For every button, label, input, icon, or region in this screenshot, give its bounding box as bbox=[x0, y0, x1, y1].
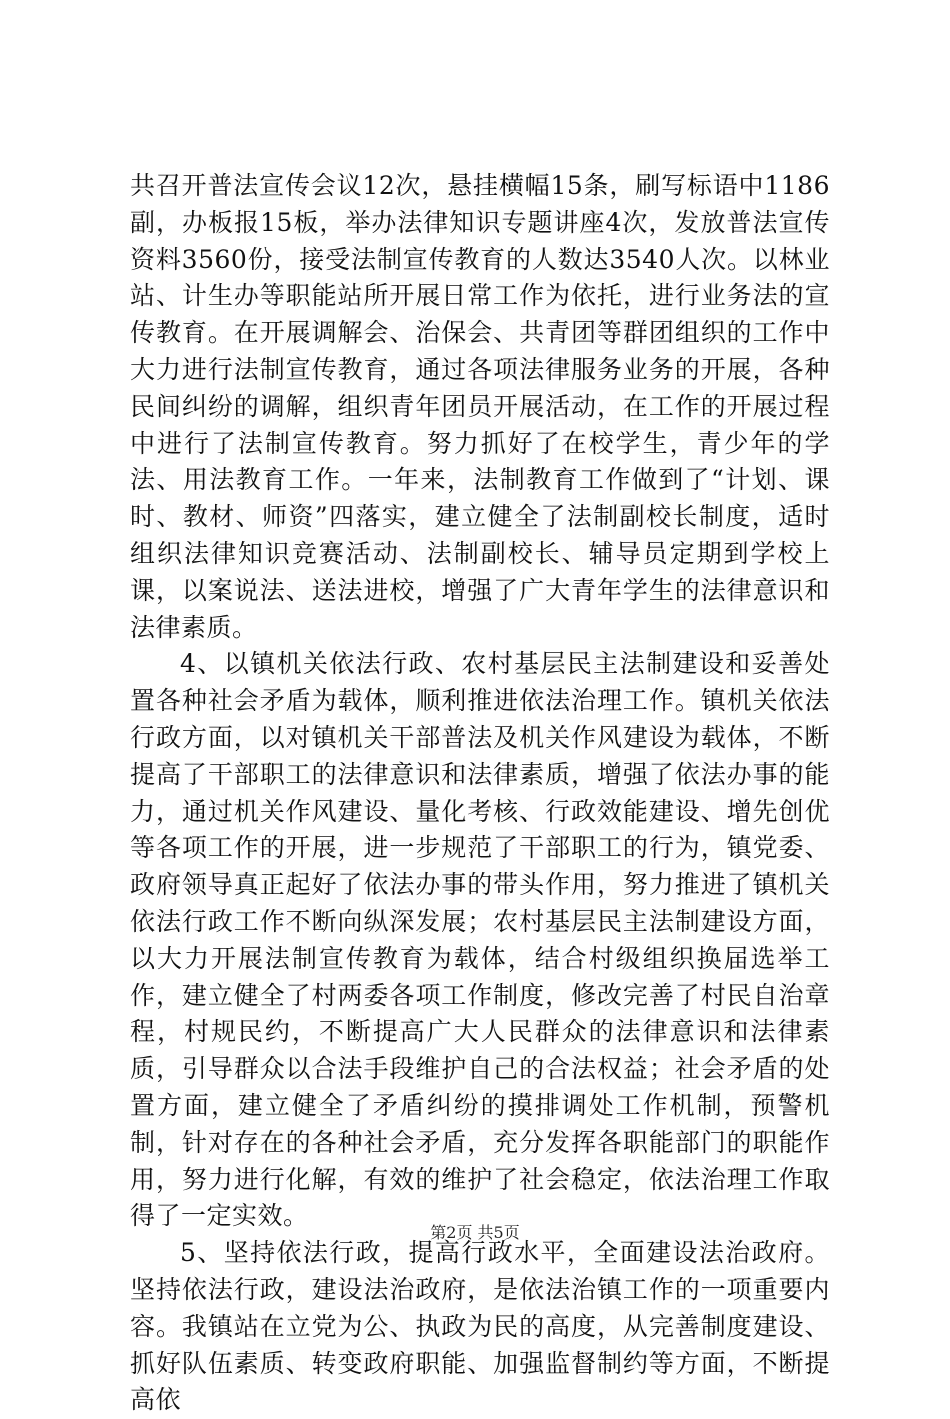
paragraph-3: 5、坚持依法行政，提高行政水平，全面建设法治政府。坚持依法行政，建设法治政府，是依法治镇工作的一项重要内容。我镇站在立党为公、执政为民的高度，从完善制度建设、抓好队伍素质、转变政府职能、加强监督制约等方面，不断提高依 bbox=[130, 1238, 830, 1415]
page-number-label: 第2页 共5页 bbox=[430, 1223, 520, 1242]
paragraph-1: 共召开普法宣传会议12次，悬挂横幅15条，刷写标语中1186副，办板报15板，举办法律知识专题讲座4次，发放普法宣传资料3560份，接受法制宣传教育的人数达3540人次。以林业站、计生办等职能站所开展日常工作为依托，进行业务法的宣传教育。在开展调解会、治保会、共青团等群团组织的工作中大力进行法制宣传教育，通过各项法律服务业务的开展，各种民间纠纷的调解，组织青年团员开展活动，在工作的开展过程中进行了法制宣传教育。努力抓好了在校学生，青少年的学法、用法教育工作。一年来，法制教育工作做到了“计划、课时、教材、师资”四落实，建立健全了法制副校长制度，适时组织法律知识竞赛活动、法制副校长、辅导员定期到学校上课，以案说法、送法进校，增强了广大青年学生的法律意识和法律素质。 bbox=[130, 171, 830, 642]
paragraph-2: 4、以镇机关依法行政、农村基层民主法制建设和妥善处置各种社会矛盾为载体，顺利推进依法治理工作。镇机关依法行政方面，以对镇机关干部普法及机关作风建设为载体，不断提高了干部职工的法律意识和法律素质，增强了依法办事的能力，通过机关作风建设、量化考核、行政效能建设、增先创优等各项工作的开展，进一步规范了干部职工的行为，镇党委、政府领导真正起好了依法办事的带头作用，努力推进了镇机关依法行政工作不断向纵深发展；农村基层民主法制建设方面，以大力开展法制宣传教育为载体，结合村级组织换届选举工作，建立健全了村两委各项工作制度，修改完善了村民自治章程，村规民约，不断提高广大人民群众的法律意识和法律素质，引导群众以合法手段维护自己的合法权益；社会矛盾的处置方面，建立健全了矛盾纠纷的摸排调处工作机制，预警机制，针对存在的各种社会矛盾，充分发挥各职能部门的职能作用，努力进行化解，有效的维护了社会稳定，依法治理工作取得了一定实效。 bbox=[130, 649, 830, 1231]
page-footer bbox=[0, 1223, 950, 1243]
